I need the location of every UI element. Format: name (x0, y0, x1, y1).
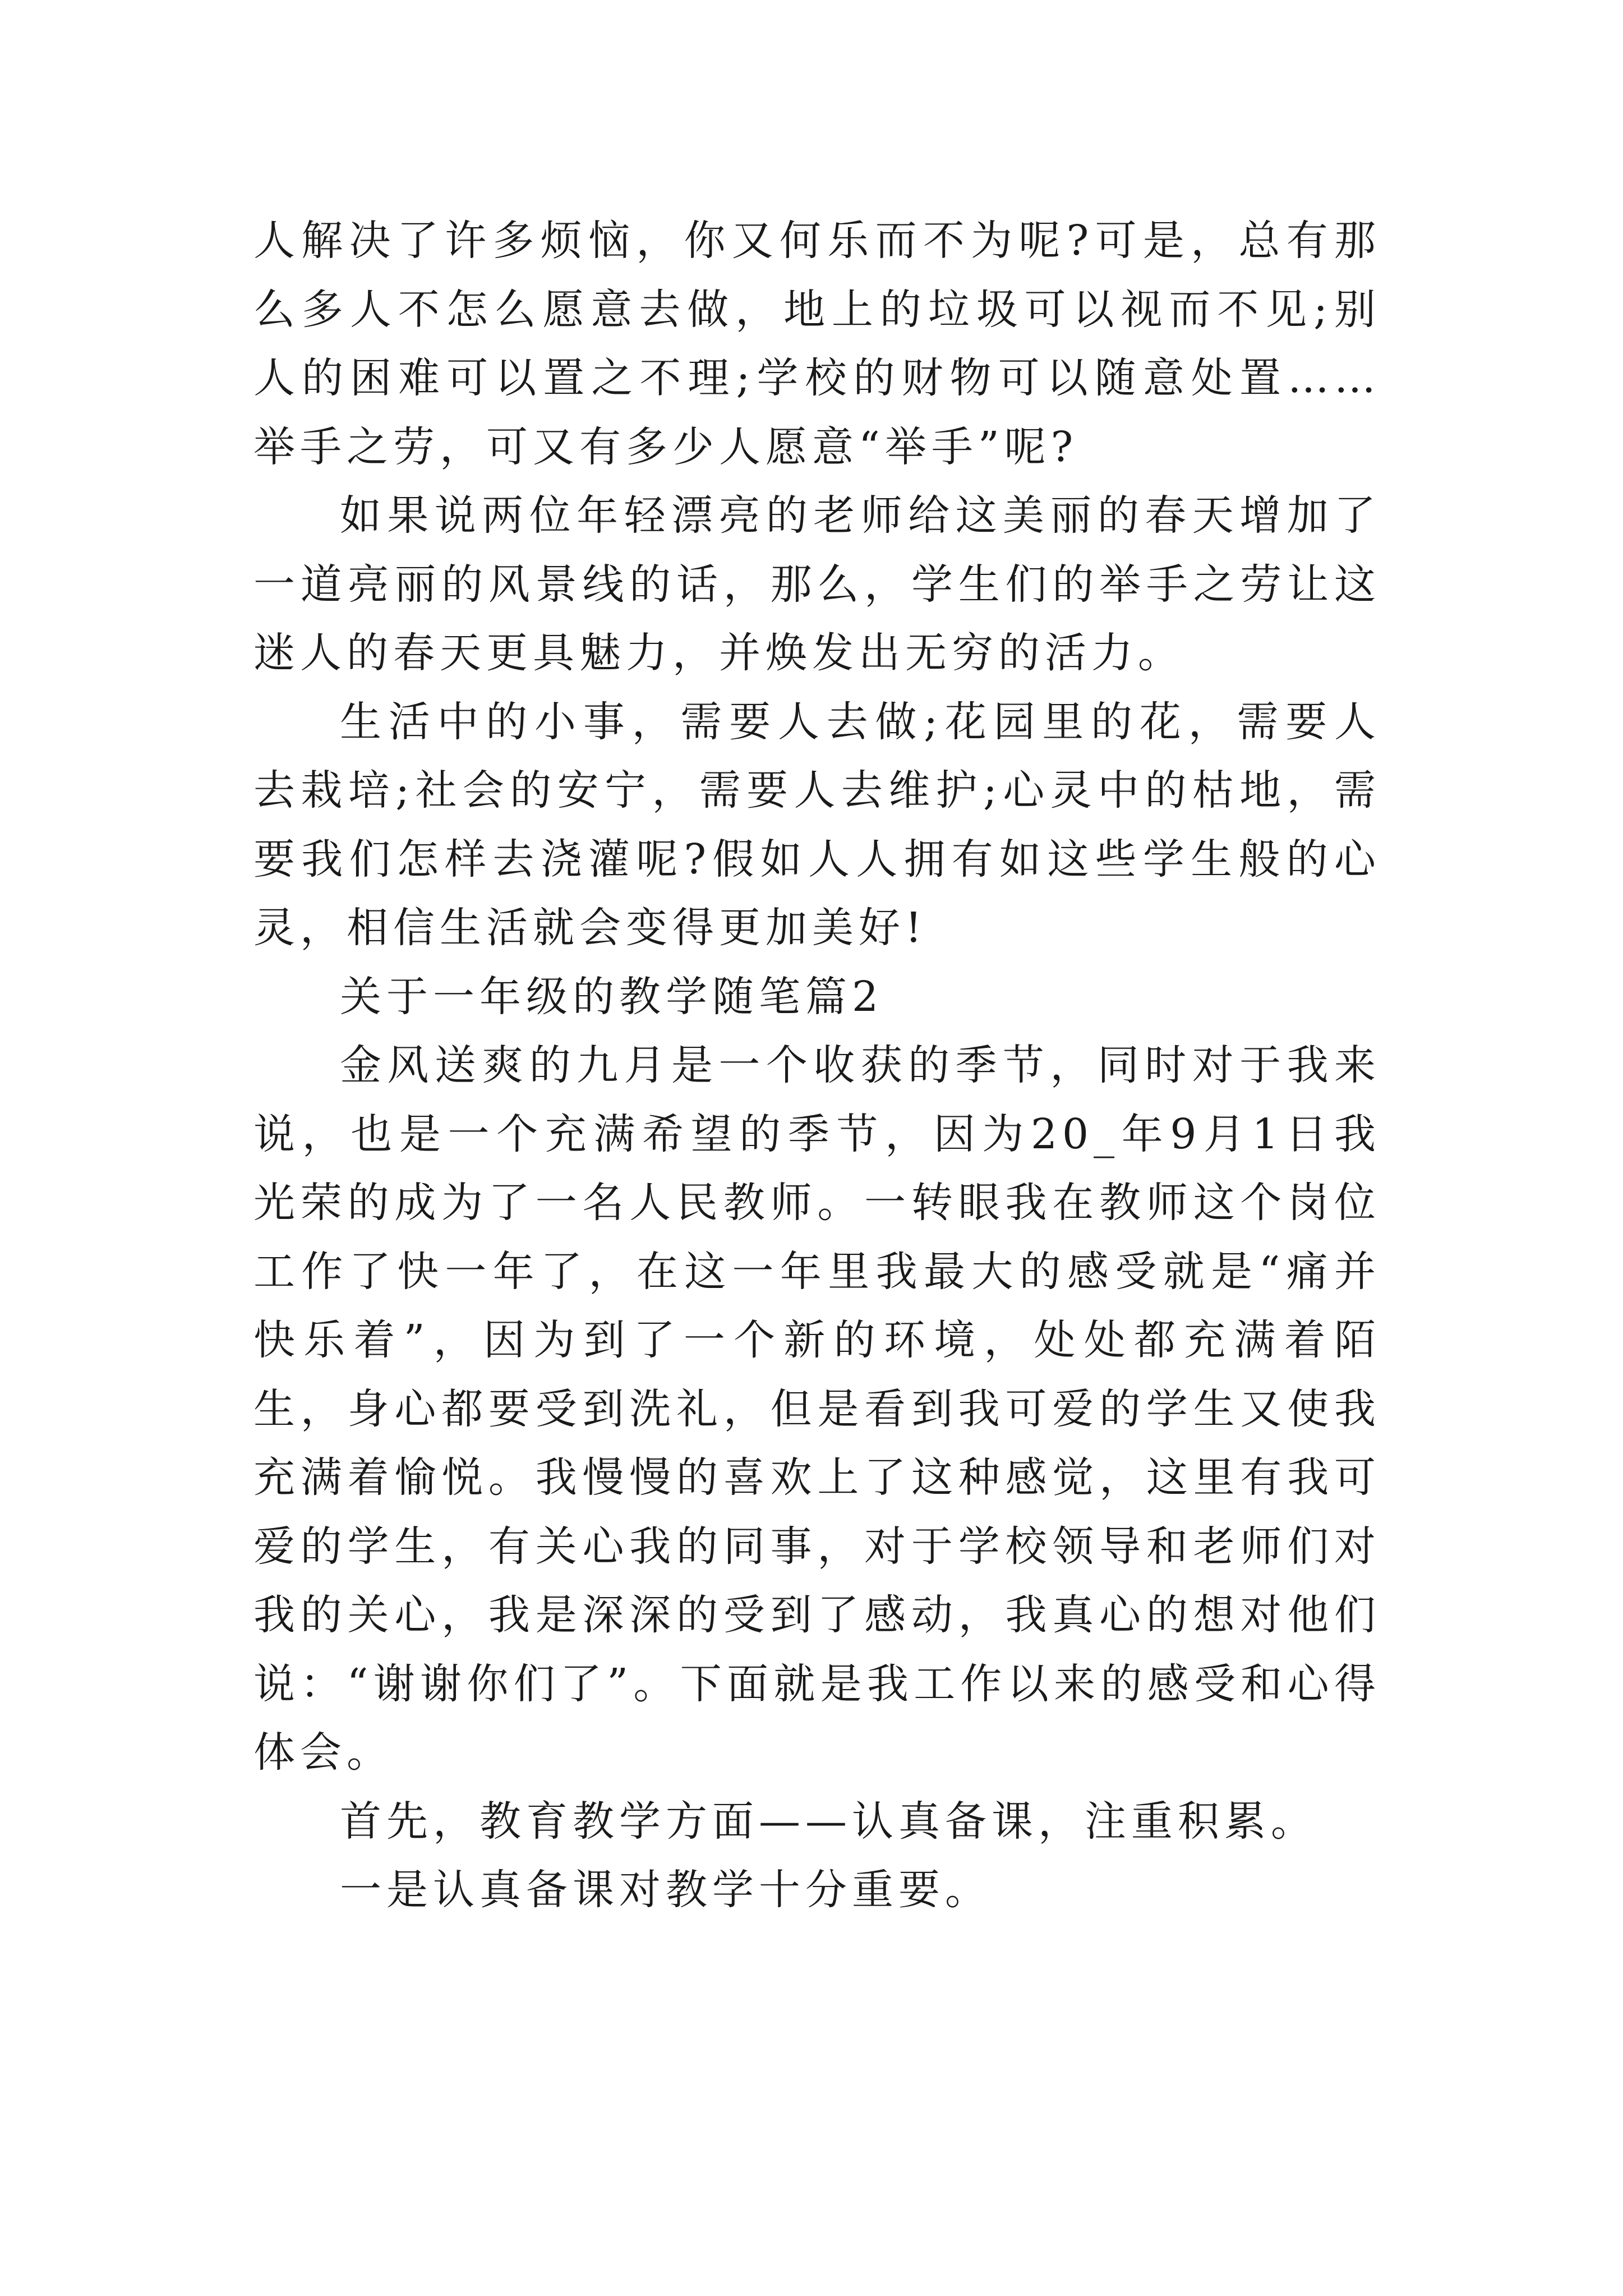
paragraph: 金风送爽的九月是一个收获的季节，同时对于我来说，也是一个充满希望的季节，因为20_年9月1日我光荣的成为了一名人民教师。一转眼我在教师这个岗位工作了快一年了，在这一年里我最大的感受就是“痛并快乐着”，因为到了一个新的环境，处处都充满着陌生，身心都要受到洗礼，但是看到我可爱的学生又使我充满着愉悦。我慢慢的喜欢上了这种感觉，这里有我可爱的学生，有关心我的同事，对于学校领导和老师们对我的关心，我是深深的受到了感动，我真心的想对他们说：“谢谢你们了”。下面就是我工作以来的感受和心得体会。 (253, 1041, 1381, 1777)
section-heading: 关于一年级的教学随笔篇2 (340, 972, 884, 1021)
document-body (253, 206, 1381, 1925)
paragraph: 一是认真备课对教学十分重要。 (340, 1866, 992, 1914)
paragraph: 如果说两位年轻漂亮的老师给这美丽的春天增加了一道亮丽的风景线的话，那么，学生们的举手之劳让这迷人的春天更具魅力，并焕发出无穷的活力。 (253, 491, 1381, 677)
paragraph: 生活中的小事，需要人去做;花园里的花，需要人去栽培;社会的安宁，需要人去维护;心灵中的枯地，需要我们怎样去浇灌呢?假如人人拥有如这些学生般的心灵，相信生活就会变得更加美好! (253, 697, 1381, 952)
paragraph: 人解决了许多烦恼，你又何乐而不为呢?可是，总有那么多人不怎么愿意去做，地上的垃圾可以视而不见;别人的困难可以置之不理;学校的财物可以随意处置……举手之劳，可又有多少人愿意“举手”呢? (253, 217, 1381, 471)
paragraph: 首先，教育教学方面——认真备课，注重积累。 (340, 1797, 1317, 1846)
